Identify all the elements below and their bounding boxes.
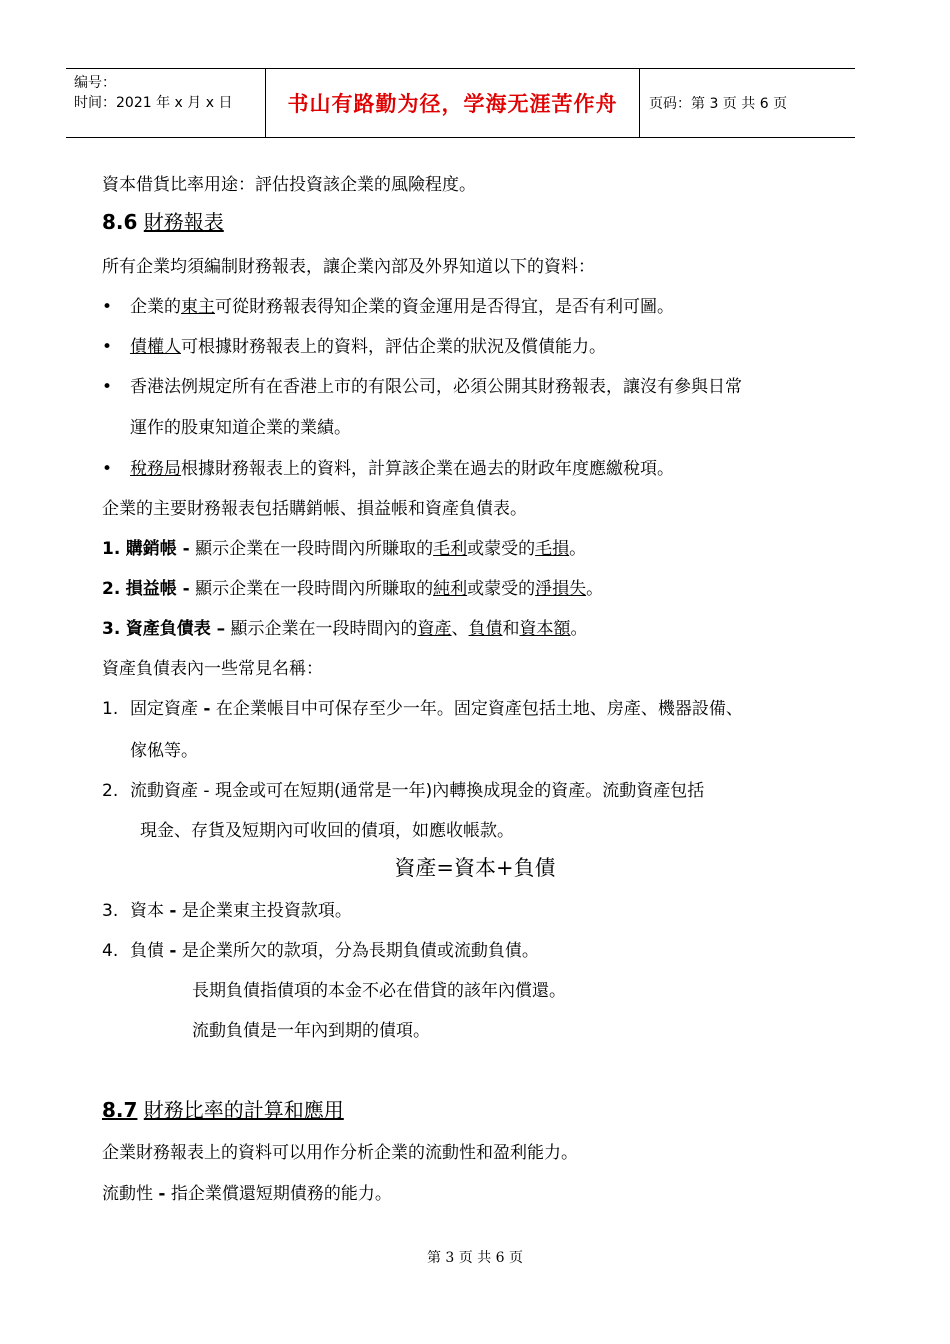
section-number: 8.7 xyxy=(102,1098,138,1122)
paragraph: 企業財務報表上的資料可以用作分析企業的流動性和盈利能力。 xyxy=(102,1143,578,1163)
term-item: 2. 流動資產 - 現金或可在短期(通常是一年)內轉換成現金的資產。流動資產包括 xyxy=(102,781,705,801)
section-number: 8.6 xyxy=(102,210,138,234)
doc-time-label: 时间：2021 年 x 月 x 日 xyxy=(74,95,233,111)
bullet-icon: • xyxy=(102,297,113,317)
sub-definition: 長期負債指債項的本金不必在借貸的該年內償還。 xyxy=(192,981,566,1001)
bullet-item: 企業的東主可從財務報表得知企業的資金運用是否得宜，是否有利可圖。 xyxy=(130,297,674,317)
section-title: 財務報表 xyxy=(143,210,224,234)
header-page-info: 页码：第 3 页 共 6 页 xyxy=(649,96,788,112)
bullet-icon: • xyxy=(102,337,113,357)
term-link: 債權人 xyxy=(130,337,181,357)
section-title: 財務比率的計算和應用 xyxy=(143,1098,344,1122)
section-heading-8-7 xyxy=(102,1099,344,1121)
paragraph: 資產負債表內一些常見名稱： xyxy=(102,659,323,679)
statement-item: 2. 損益帳 - 顯示企業在一段時間內所賺取的純利或蒙受的淨損失。 xyxy=(102,579,604,599)
header-meta xyxy=(74,73,232,113)
accounting-equation: 資產=資本+負債 xyxy=(394,856,556,880)
term-link: 東主 xyxy=(181,297,215,317)
bullet-item: 香港法例規定所有在香港上市的有限公司，必須公開其財務報表，讓沒有參與日常 xyxy=(130,377,742,397)
term-item: 1. 固定資產 - 在企業帳目中可保存至少一年。固定資產包括土地、房產、機器設備、 xyxy=(102,699,743,719)
term-item: 3. 資本 - 是企業東主投資款項。 xyxy=(102,901,352,921)
page-footer: 第 3 页 共 6 页 xyxy=(426,1250,524,1266)
paragraph: 流動性 - 指企業償還短期債務的能力。 xyxy=(102,1184,392,1204)
bullet-icon: • xyxy=(102,377,113,397)
page-header xyxy=(66,68,855,138)
sub-definition: 流動負債是一年內到期的債項。 xyxy=(192,1021,430,1041)
statement-item: 1. 購銷帳 - 顯示企業在一段時間內所賺取的毛利或蒙受的毛損。 xyxy=(102,539,587,559)
term-item-continuation: 現金、存貨及短期內可收回的債項，如應收帳款。 xyxy=(140,821,514,841)
intro-line: 資本借貨比率用途：評估投資該企業的風險程度。 xyxy=(102,175,476,195)
header-divider xyxy=(639,69,640,137)
paragraph: 所有企業均須編制財務報表，讓企業內部及外界知道以下的資料： xyxy=(102,257,595,277)
statement-item: 3. 資產負債表 – 顯示企業在一段時間內的資產、負債和資本額。 xyxy=(102,619,588,639)
term-link: 稅務局 xyxy=(130,459,181,479)
paragraph: 企業的主要財務報表包括購銷帳、損益帳和資產負債表。 xyxy=(102,499,527,519)
term-item: 4. 負債 - 是企業所欠的款項，分為長期負債或流動負債。 xyxy=(102,941,539,961)
term-item-continuation: 傢俬等。 xyxy=(130,741,198,761)
bullet-item-continuation: 運作的股東知道企業的業績。 xyxy=(130,418,351,438)
section-heading-8-6 xyxy=(102,211,224,233)
bullet-item: 債權人可根據財務報表上的資料，評估企業的狀況及償債能力。 xyxy=(130,337,606,357)
bullet-item: 稅務局根據財務報表上的資料，計算該企業在過去的財政年度應繳稅項。 xyxy=(130,459,674,479)
bullet-icon: • xyxy=(102,459,113,479)
header-motto: 书山有路勤为径，学海无涯苦作舟 xyxy=(287,92,618,116)
doc-number-label: 编号： xyxy=(74,75,116,91)
